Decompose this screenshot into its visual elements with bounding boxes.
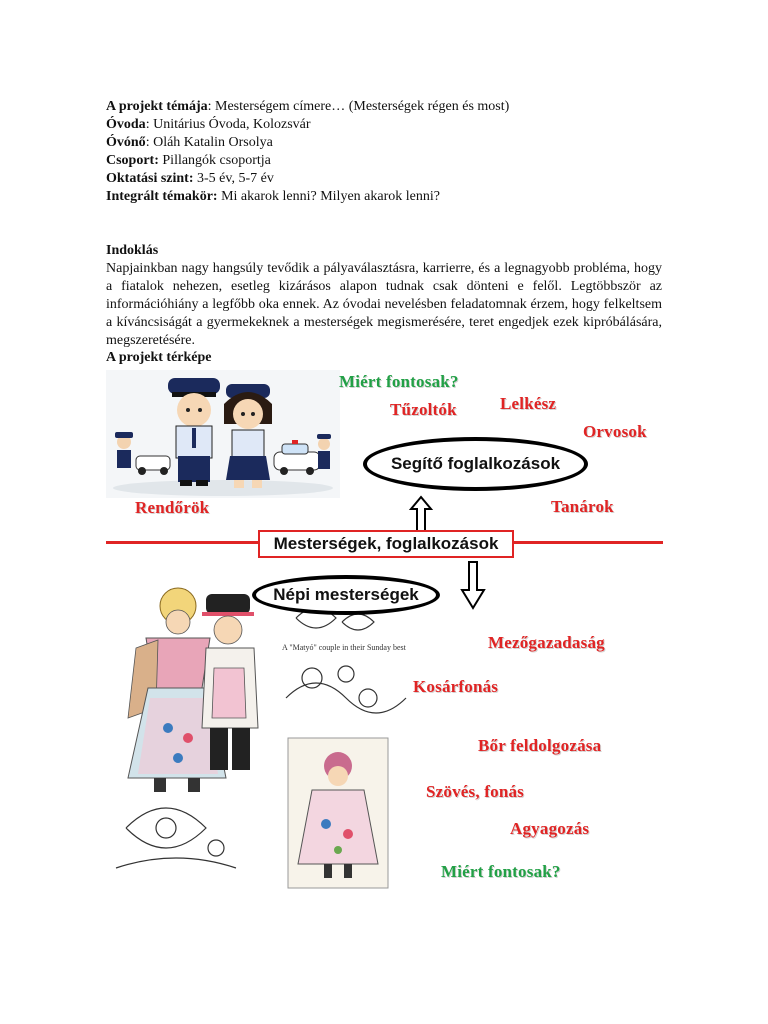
info-label: Csoport: [106, 153, 159, 168]
label-firefighters: Tűzoltók [390, 400, 457, 419]
label-doctors: Orvosok [583, 422, 647, 441]
police-illustration [106, 370, 340, 498]
label-priest: Lelkész [500, 394, 557, 413]
info-value: Mi akarok lenni? Milyen akarok lenni? [217, 189, 440, 204]
center-concept: Mesterségek, foglalkozások [258, 530, 514, 558]
label-leather-work: Bőr feldolgozása [478, 736, 602, 755]
info-value: Unitárius Óvoda, Kolozsvár [149, 117, 311, 132]
label-weaving-spinning: Szövés, fonás [426, 782, 524, 801]
label-basket-weaving: Kosárfonás [413, 677, 499, 696]
arrow-down-icon [460, 560, 486, 610]
project-info [106, 98, 666, 206]
info-row-theme [106, 98, 666, 116]
info-label: Integrált témakör: [106, 189, 218, 204]
label-agriculture: Mezőgazadaság [488, 633, 605, 652]
label-police: Rendőrök [135, 498, 210, 517]
why-important-top: Miért fontosak? [339, 372, 459, 391]
info-row-topic [106, 188, 666, 206]
folk-costume-illustration [106, 578, 406, 891]
folk-crafts-oval: Népi mesterségek [252, 575, 440, 615]
info-row-group [106, 152, 666, 170]
label-pottery: Agyagozás [510, 819, 590, 838]
info-label: Oktatási szint: [106, 171, 194, 186]
info-value: Pillangók csoportja [158, 153, 271, 168]
why-important-bottom: Miért fontosak? [441, 862, 561, 881]
label-teachers: Tanárok [551, 497, 614, 516]
info-value: Mesterségem címere… (Mesterségek régen és most) [211, 99, 510, 114]
info-sep: : [145, 117, 150, 132]
info-sep: : [145, 135, 150, 150]
info-row-level [106, 170, 666, 188]
helping-professions-oval: Segítő foglalkozások [363, 437, 588, 491]
illustration-caption: A "Matyó" couple in their Sunday best [282, 643, 406, 652]
info-row-teacher [106, 134, 666, 152]
info-label: Óvónő [106, 135, 146, 150]
arrow-up-icon [409, 495, 433, 533]
info-label: A projekt témája [106, 99, 208, 114]
info-value: Oláh Katalin Orsolya [149, 135, 273, 150]
info-sep: : [207, 99, 212, 114]
rationale-text: Napjainkban nagy hangsúly tevődik a pályaválasztásra, karrierre, és a legnagyobb probléma, hogy a fiatalok nehezen, esetleg kizárásos alapon tudnak csak dönteni e felől. Legtöbbször az információhiány a legfőbb oka ennek. Az óvodai nevelésben feladatomnak érzem, hogy felkeltsem a kíváncsiságát a gyermekeknek a mesterségek megismerésére, teret engedjek ezek kipróbálására, megszeretésére. [106, 261, 662, 348]
info-value: 3-5 év, 5-7 év [193, 171, 274, 186]
info-label: Óvoda [106, 117, 146, 132]
rationale-title: Indoklás [106, 243, 159, 258]
rationale-section [106, 242, 662, 350]
info-row-kindergarten [106, 116, 666, 134]
map-title: A projekt térképe [106, 350, 212, 365]
